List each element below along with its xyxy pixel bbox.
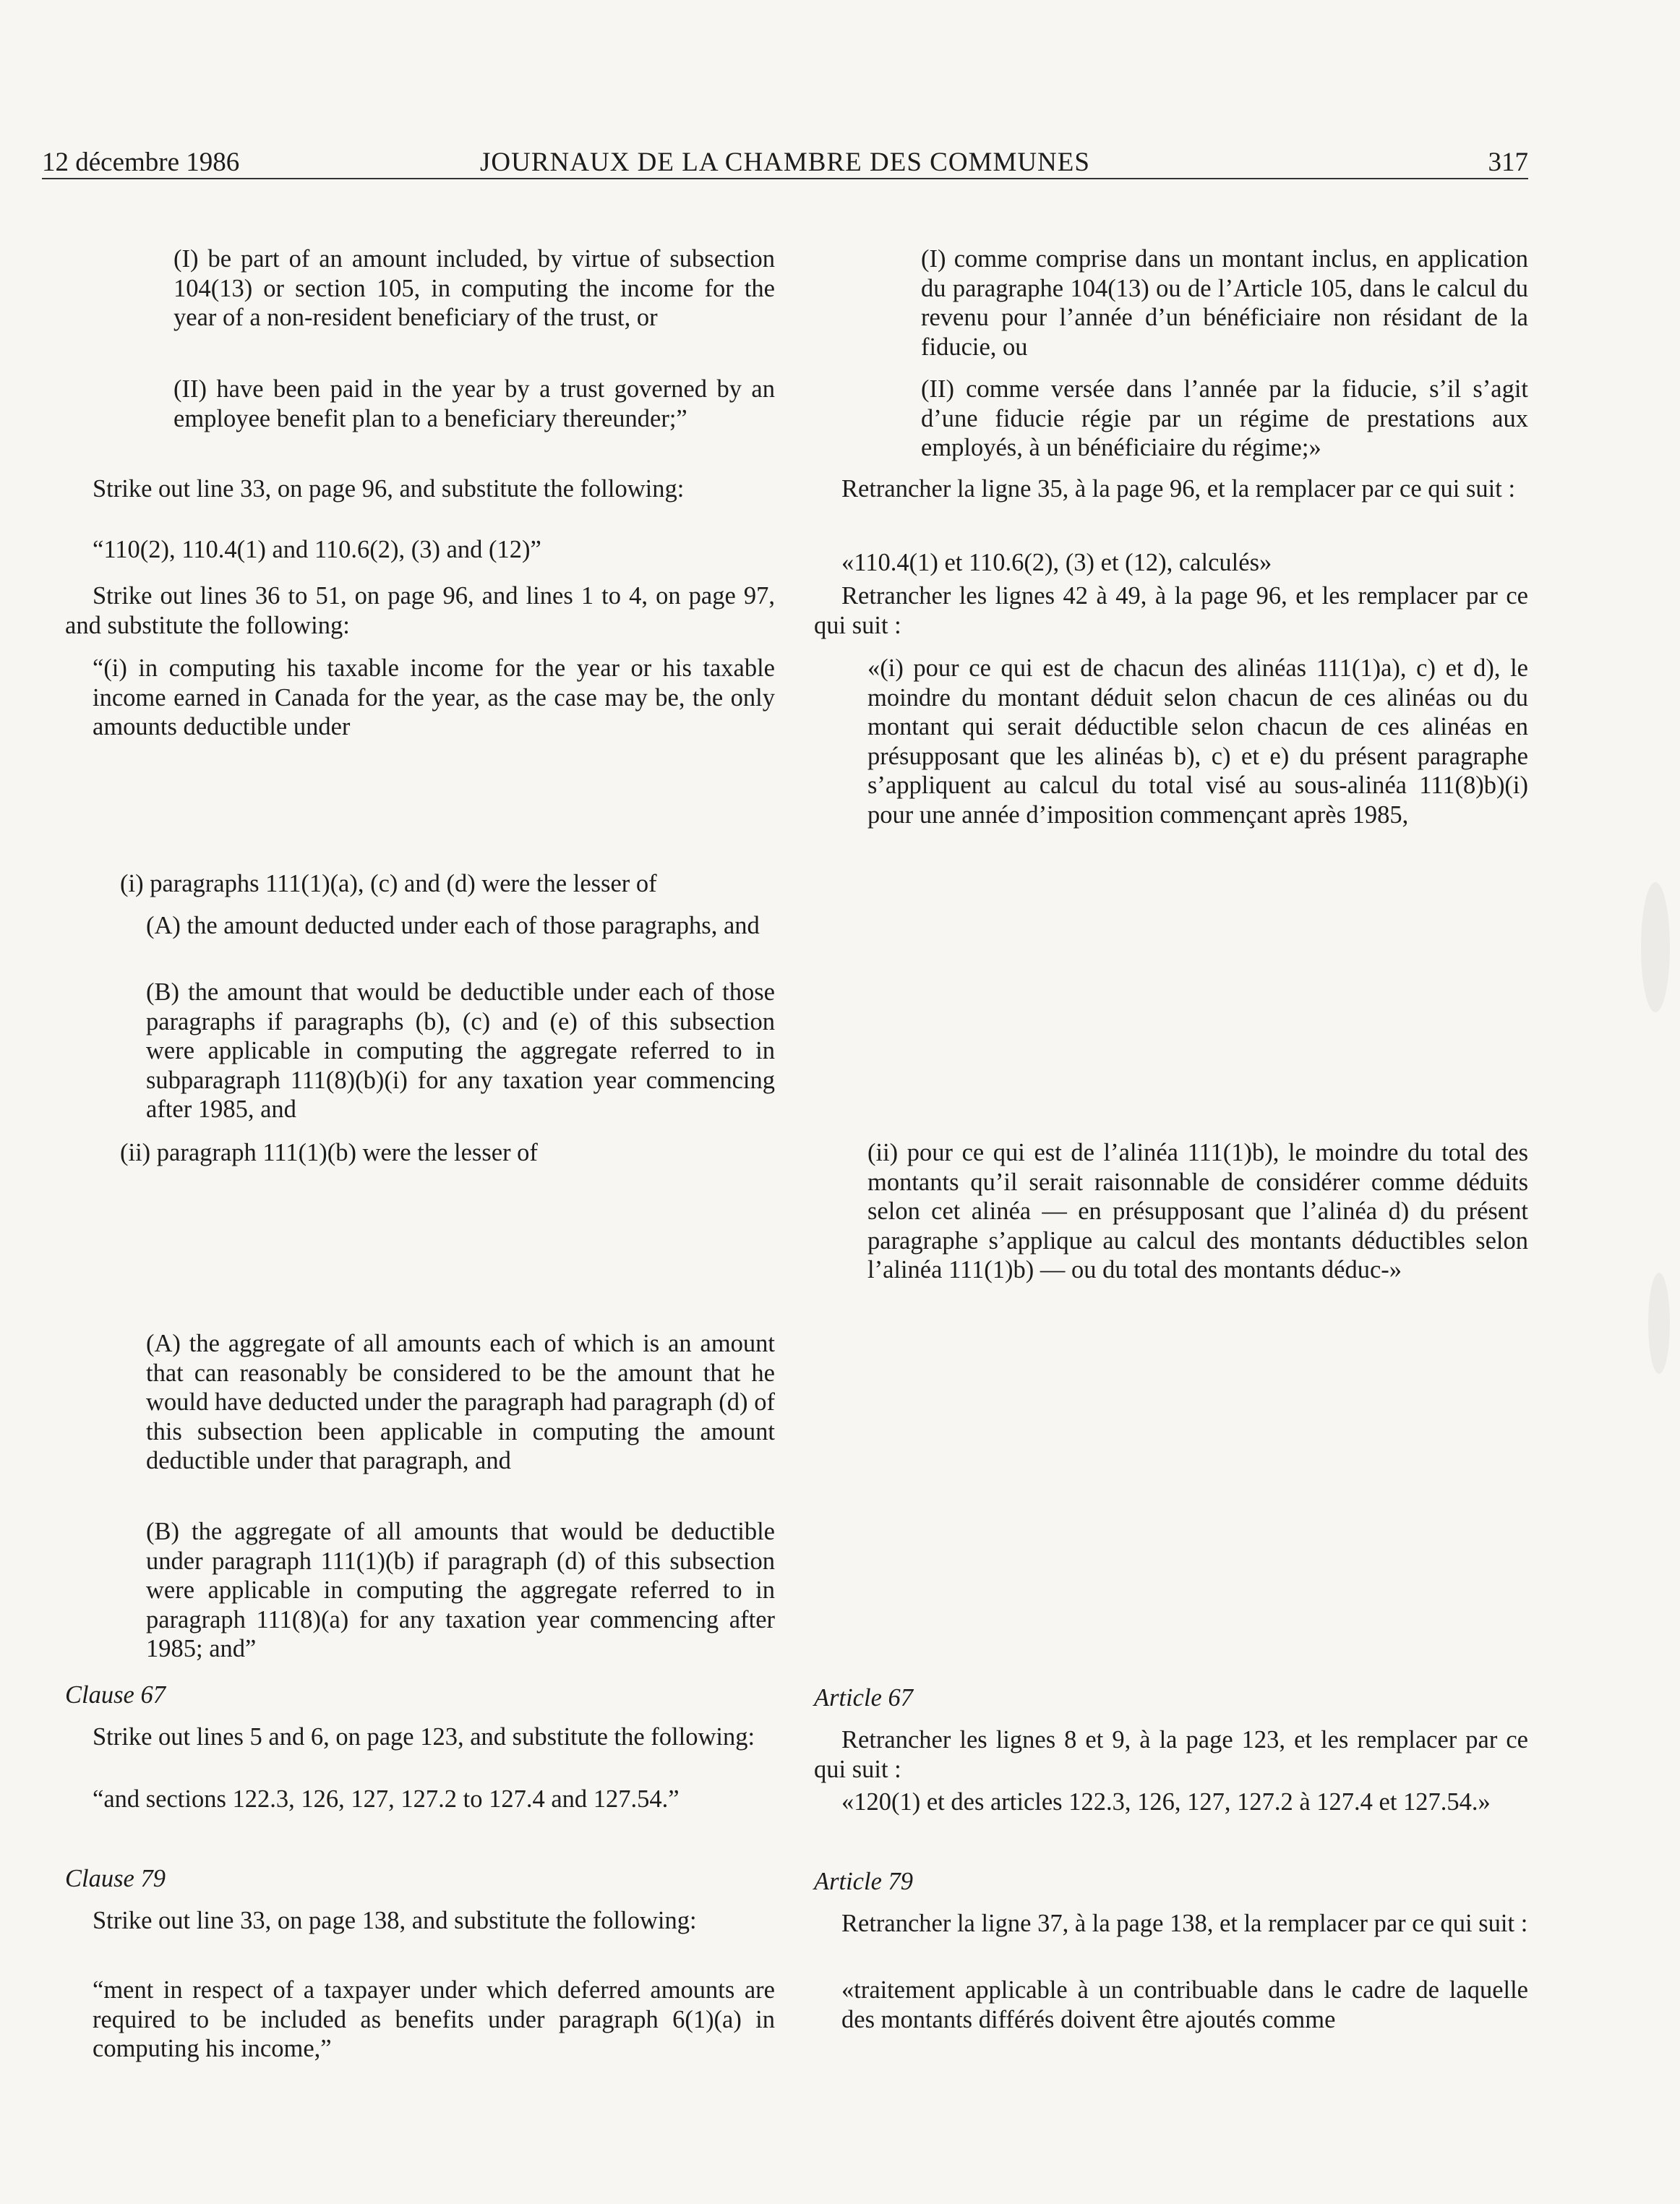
french-instruction: Retrancher les lignes 42 à 49, à la page 96, et les remplacer par ce qui suit :	[814, 582, 1528, 639]
english-clause-B: (B) the amount that would be deductible under each of those paragraphs if paragraphs (b), (c) and (e) of this subsection were applicable in computing the aggregate referred to in subparagraph 111(8)(b)(i) for any taxation year commencing after 1985, and	[146, 978, 775, 1123]
english-replacement-text: “and sections 122.3, 126, 127, 127.2 to 127.4 and 127.54.”	[93, 1785, 680, 1813]
french-replacement-text: «110.4(1) et 110.6(2), (3) et (12), calculés»	[841, 549, 1272, 576]
english-instruction: Strike out line 33, on page 138, and substitute the following:	[93, 1907, 697, 1934]
french-replacement-text: «(i) pour ce qui est de chacun des alinéas 111(1)a), c) et d), le moindre du montant déduit selon chacun de ces alinéas ou du montant qui serait déductible selon chacun de ces alinéas en présupposant que les alinéas b), c) et e) du présent paragraphe s’appliquent au calcul du total visé au sous-alinéa 111(8)b)(i) pour une année d’imposition commençant après 1985,	[867, 654, 1528, 829]
article-heading: Article 67	[814, 1684, 914, 1712]
english-clause-B: (B) the aggregate of all amounts that would be deductible under paragraph 111(1)(b) if paragraph (d) of this subsection were applicable in computing the aggregate referred to in paragraph 111(8)(a) for any taxation year commencing after 1985; and”	[146, 1518, 775, 1662]
article-heading: Article 79	[814, 1868, 914, 1895]
french-replacement-text: «traitement applicable à un contribuable dans le cadre de laquelle des montants différés doivent être ajoutés comme	[841, 1976, 1528, 2033]
english-subparagraph-i: (i) paragraphs 111(1)(a), (c) and (d) were the lesser of	[120, 870, 657, 897]
header-title: JOURNAUX DE LA CHAMBRE DES COMMUNES	[480, 148, 1090, 177]
english-instruction: Strike out lines 36 to 51, on page 96, and lines 1 to 4, on page 97, and substitute the following:	[65, 582, 775, 639]
english-replacement-text: “(i) in computing his taxable income for the year or his taxable income earned in Canada for the year, as the case may be, the only amounts deductible under	[93, 654, 775, 740]
scan-mark	[1641, 882, 1670, 1012]
clause-heading: Clause 79	[65, 1865, 166, 1892]
english-item-II: (II) have been paid in the year by a trust governed by an employee benefit plan to a beneficiary thereunder;”	[173, 375, 775, 432]
clause-heading: Clause 67	[65, 1681, 166, 1709]
french-instruction: Retrancher les lignes 8 et 9, à la page 123, et les remplacer par ce qui suit :	[814, 1726, 1528, 1783]
scan-mark	[1648, 1273, 1670, 1374]
header-date: 12 décembre 1986	[42, 148, 240, 177]
french-instruction: Retrancher la ligne 37, à la page 138, et la remplacer par ce qui suit :	[841, 1910, 1528, 1937]
english-instruction: Strike out lines 5 and 6, on page 123, and substitute the following:	[93, 1723, 755, 1751]
english-subparagraph-ii: (ii) paragraph 111(1)(b) were the lesser of	[120, 1139, 538, 1166]
english-clause-A: (A) the amount deducted under each of those paragraphs, and	[146, 912, 760, 939]
french-instruction: Retrancher la ligne 35, à la page 96, et la remplacer par ce qui suit :	[841, 475, 1516, 503]
english-clause-A: (A) the aggregate of all amounts each of which is an amount that can reasonably be considered to be the amount that he would have deducted under the paragraph had paragraph (d) of this subsection been applicable in computing the amount deductible under that paragraph, and	[146, 1330, 775, 1474]
french-item-I: (I) comme comprise dans un montant inclus, en application du paragraphe 104(13) ou de l’Article 105, dans le calcul du revenu pour l’année d’un bénéficiaire non résidant de la fiducie, ou	[921, 245, 1528, 361]
page-number: 317	[1488, 148, 1528, 177]
french-replacement-text: «120(1) et des articles 122.3, 126, 127, 127.2 à 127.4 et 127.54.»	[841, 1788, 1491, 1816]
english-item-I: (I) be part of an amount included, by virtue of subsection 104(13) or section 105, in computing the income for the year of a non-resident beneficiary of the trust, or	[173, 245, 775, 331]
english-instruction: Strike out line 33, on page 96, and substitute the following:	[93, 475, 685, 503]
english-replacement-text: “110(2), 110.4(1) and 110.6(2), (3) and (12)”	[93, 536, 541, 563]
page-header	[42, 145, 1528, 179]
french-item-II: (II) comme versée dans l’année par la fiducie, s’il s’agit d’une fiducie régie par un régime de prestations aux employés, à un bénéficiaire du régime;»	[921, 375, 1528, 461]
english-replacement-text: “ment in respect of a taxpayer under which deferred amounts are required to be included as benefits under paragraph 6(1)(a) in computing his income,”	[93, 1976, 775, 2062]
french-replacement-text: (ii) pour ce qui est de l’alinéa 111(1)b), le moindre du total des montants qu’il serait raisonnable de considérer comme déduits selon cet alinéa — en présupposant que l’alinéa d) du présent paragraphe s’applique au calcul des montants déductibles selon l’alinéa 111(1)b) — ou du total des montants déduc-»	[867, 1139, 1528, 1283]
